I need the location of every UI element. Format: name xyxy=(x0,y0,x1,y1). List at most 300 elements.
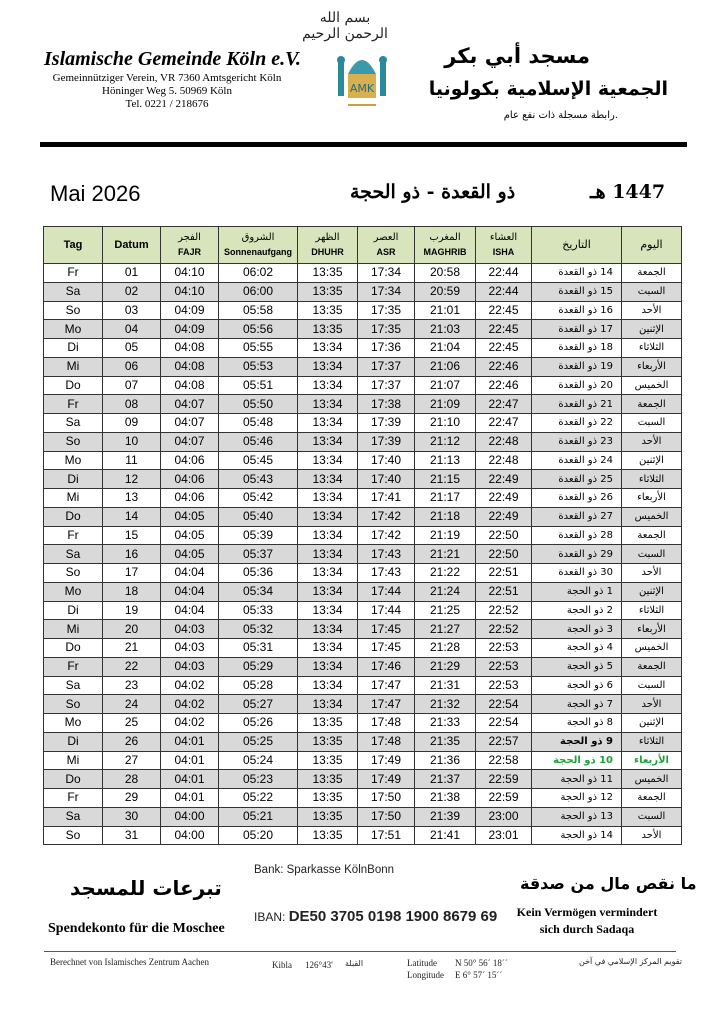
cell-asr: 17:38 xyxy=(358,395,415,414)
cell-maghrib: 21:32 xyxy=(415,695,476,714)
cell-sunrise: 05:56 xyxy=(219,320,298,339)
cell-tag: Sa xyxy=(44,676,103,695)
cell-hijri-date: 7 ذو الحجة xyxy=(532,695,622,714)
cell-weekday-ar: الأربعاء xyxy=(622,751,682,770)
cell-tag: Sa xyxy=(44,282,103,301)
cell-datum: 07 xyxy=(103,376,161,395)
cell-dhuhr: 13:34 xyxy=(298,470,358,489)
cell-weekday-ar: الأربعاء xyxy=(622,620,682,639)
cell-dhuhr: 13:34 xyxy=(298,601,358,620)
cell-datum: 02 xyxy=(103,282,161,301)
cell-tag: Do xyxy=(44,507,103,526)
cell-datum: 16 xyxy=(103,545,161,564)
cell-isha: 22:47 xyxy=(476,414,532,433)
cell-weekday-ar: الأحد xyxy=(622,301,682,320)
table-row xyxy=(44,414,682,433)
cell-dhuhr: 13:35 xyxy=(298,282,358,301)
table-row xyxy=(44,657,682,676)
cell-fajr: 04:04 xyxy=(161,564,219,583)
column-header-dhuhr xyxy=(298,227,358,264)
cell-maghrib: 21:12 xyxy=(415,432,476,451)
table-row xyxy=(44,432,682,451)
cell-weekday-ar: السبت xyxy=(622,414,682,433)
cell-sunrise: 05:42 xyxy=(219,489,298,508)
cell-hijri-date: 4 ذو الحجة xyxy=(532,639,622,658)
column-header-ar: المغرب xyxy=(429,232,461,243)
cell-fajr: 04:07 xyxy=(161,432,219,451)
cell-isha: 22:46 xyxy=(476,376,532,395)
cell-sunrise: 05:31 xyxy=(219,639,298,658)
cell-sunrise: 05:58 xyxy=(219,301,298,320)
cell-asr: 17:47 xyxy=(358,695,415,714)
kibla-value: 126°43' xyxy=(305,960,333,970)
cell-tag: So xyxy=(44,432,103,451)
header-divider xyxy=(40,142,687,147)
cell-maghrib: 21:24 xyxy=(415,582,476,601)
table-row xyxy=(44,264,682,283)
cell-asr: 17:50 xyxy=(358,807,415,826)
cell-tag: Mi xyxy=(44,489,103,508)
cell-fajr: 04:06 xyxy=(161,451,219,470)
cell-weekday-ar: الأحد xyxy=(622,564,682,583)
cell-weekday-ar: الجمعة xyxy=(622,526,682,545)
table-row xyxy=(44,732,682,751)
cell-tag: Di xyxy=(44,601,103,620)
cell-sunrise: 05:43 xyxy=(219,470,298,489)
column-header-de: Tag xyxy=(63,239,83,251)
cell-tag: Fr xyxy=(44,264,103,283)
cell-fajr: 04:03 xyxy=(161,657,219,676)
cell-asr: 17:40 xyxy=(358,451,415,470)
cell-tag: Mo xyxy=(44,582,103,601)
cell-dhuhr: 13:35 xyxy=(298,751,358,770)
cell-maghrib: 21:18 xyxy=(415,507,476,526)
cell-isha: 22:52 xyxy=(476,601,532,620)
table-row xyxy=(44,770,682,789)
column-header-sunrise xyxy=(219,227,298,264)
cell-dhuhr: 13:35 xyxy=(298,732,358,751)
cell-tag: Mi xyxy=(44,620,103,639)
cell-maghrib: 21:29 xyxy=(415,657,476,676)
cell-fajr: 04:07 xyxy=(161,395,219,414)
cell-asr: 17:35 xyxy=(358,301,415,320)
cell-maghrib: 21:19 xyxy=(415,526,476,545)
cell-weekday-ar: الجمعة xyxy=(622,395,682,414)
cell-tag: Sa xyxy=(44,807,103,826)
table-row xyxy=(44,582,682,601)
cell-hijri-date: 28 ذو القعدة xyxy=(532,526,622,545)
cell-weekday-ar: الإثنين xyxy=(622,714,682,733)
cell-sunrise: 05:24 xyxy=(219,751,298,770)
cell-fajr: 04:01 xyxy=(161,789,219,808)
org-name-de: Islamische Gemeinde Köln e.V. xyxy=(44,48,301,70)
table-row xyxy=(44,714,682,733)
cell-maghrib: 21:41 xyxy=(415,826,476,845)
cell-tag: Do xyxy=(44,376,103,395)
cell-isha: 22:45 xyxy=(476,301,532,320)
cell-sunrise: 05:34 xyxy=(219,582,298,601)
cell-weekday-ar: الخميس xyxy=(622,770,682,789)
cell-sunrise: 05:25 xyxy=(219,732,298,751)
cell-dhuhr: 13:34 xyxy=(298,432,358,451)
cell-hijri-date: 29 ذو القعدة xyxy=(532,545,622,564)
cell-isha: 22:54 xyxy=(476,714,532,733)
table-row xyxy=(44,564,682,583)
cell-weekday-ar: الخميس xyxy=(622,376,682,395)
cell-sunrise: 05:55 xyxy=(219,339,298,358)
cell-isha: 22:46 xyxy=(476,357,532,376)
cell-maghrib: 20:59 xyxy=(415,282,476,301)
cell-weekday-ar: الأحد xyxy=(622,826,682,845)
cell-tag: So xyxy=(44,301,103,320)
table-row xyxy=(44,489,682,508)
cell-tag: Mo xyxy=(44,714,103,733)
cell-asr: 17:34 xyxy=(358,282,415,301)
cell-weekday-ar: السبت xyxy=(622,676,682,695)
cell-datum: 08 xyxy=(103,395,161,414)
cell-maghrib: 21:06 xyxy=(415,357,476,376)
cell-datum: 24 xyxy=(103,695,161,714)
cell-fajr: 04:08 xyxy=(161,376,219,395)
cell-maghrib: 21:03 xyxy=(415,320,476,339)
cell-datum: 14 xyxy=(103,507,161,526)
cell-maghrib: 21:13 xyxy=(415,451,476,470)
cell-isha: 22:54 xyxy=(476,695,532,714)
cell-isha: 22:53 xyxy=(476,657,532,676)
cell-sunrise: 05:22 xyxy=(219,789,298,808)
cell-dhuhr: 13:34 xyxy=(298,639,358,658)
cell-datum: 31 xyxy=(103,826,161,845)
cell-tag: Di xyxy=(44,732,103,751)
cell-datum: 03 xyxy=(103,301,161,320)
cell-datum: 15 xyxy=(103,526,161,545)
donation-title-ar: تبرعات للمسجد xyxy=(70,876,222,900)
cell-asr: 17:39 xyxy=(358,414,415,433)
org-address: Höninger Weg 5. 50969 Köln xyxy=(102,85,232,97)
table-row xyxy=(44,695,682,714)
cell-isha: 22:51 xyxy=(476,582,532,601)
cell-maghrib: 21:04 xyxy=(415,339,476,358)
table-row xyxy=(44,826,682,845)
cell-sunrise: 05:29 xyxy=(219,657,298,676)
cell-isha: 23:00 xyxy=(476,807,532,826)
cell-isha: 22:53 xyxy=(476,639,532,658)
cell-maghrib: 21:17 xyxy=(415,489,476,508)
cell-dhuhr: 13:34 xyxy=(298,695,358,714)
cell-dhuhr: 13:35 xyxy=(298,264,358,283)
cell-asr: 17:48 xyxy=(358,732,415,751)
cell-fajr: 04:00 xyxy=(161,826,219,845)
cell-asr: 17:36 xyxy=(358,339,415,358)
cell-sunrise: 05:37 xyxy=(219,545,298,564)
cell-datum: 26 xyxy=(103,732,161,751)
cell-datum: 27 xyxy=(103,751,161,770)
cell-maghrib: 21:31 xyxy=(415,676,476,695)
cell-sunrise: 05:40 xyxy=(219,507,298,526)
cell-fajr: 04:09 xyxy=(161,301,219,320)
cell-fajr: 04:04 xyxy=(161,601,219,620)
cell-isha: 23:01 xyxy=(476,826,532,845)
cell-dhuhr: 13:35 xyxy=(298,789,358,808)
cell-fajr: 04:08 xyxy=(161,357,219,376)
cell-tag: So xyxy=(44,826,103,845)
table-row xyxy=(44,451,682,470)
table-row xyxy=(44,470,682,489)
longitude-label: Longitude xyxy=(407,970,444,980)
cell-asr: 17:42 xyxy=(358,507,415,526)
cell-datum: 13 xyxy=(103,489,161,508)
cell-isha: 22:47 xyxy=(476,395,532,414)
cell-fajr: 04:03 xyxy=(161,639,219,658)
cell-hijri-date: 25 ذو القعدة xyxy=(532,470,622,489)
cell-hijri-date: 19 ذو القعدة xyxy=(532,357,622,376)
cell-datum: 22 xyxy=(103,657,161,676)
cell-asr: 17:34 xyxy=(358,264,415,283)
cell-hijri-date: 14 ذو القعدة xyxy=(532,264,622,283)
kibla-label-ar: القبلة xyxy=(345,959,364,968)
iban xyxy=(254,908,497,925)
cell-datum: 25 xyxy=(103,714,161,733)
cell-sunrise: 05:32 xyxy=(219,620,298,639)
logo-text: AMK xyxy=(349,82,375,95)
cell-fajr: 04:04 xyxy=(161,582,219,601)
column-header-datum xyxy=(103,227,161,264)
cell-isha: 22:50 xyxy=(476,545,532,564)
cell-tag: Do xyxy=(44,770,103,789)
cell-datum: 21 xyxy=(103,639,161,658)
saying-ar: ما نقص مال من صدقة xyxy=(520,874,697,893)
cell-asr: 17:44 xyxy=(358,582,415,601)
cell-fajr: 04:10 xyxy=(161,282,219,301)
cell-hijri-date: 20 ذو القعدة xyxy=(532,376,622,395)
cell-isha: 22:52 xyxy=(476,620,532,639)
calculated-by-ar: تقويم المركز الإسلامي في آخن xyxy=(578,957,682,966)
cell-hijri-date: 26 ذو القعدة xyxy=(532,489,622,508)
column-header-tag xyxy=(44,227,103,264)
cell-tag: Fr xyxy=(44,657,103,676)
cell-hijri-date: 10 ذو الحجة xyxy=(532,751,622,770)
cell-isha: 22:58 xyxy=(476,751,532,770)
cell-fajr: 04:06 xyxy=(161,489,219,508)
cell-datum: 09 xyxy=(103,414,161,433)
cell-maghrib: 21:33 xyxy=(415,714,476,733)
cell-hijri-date: 11 ذو الحجة xyxy=(532,770,622,789)
column-header-ar: العصر xyxy=(373,232,399,243)
cell-hijri-date: 14 ذو الحجة xyxy=(532,826,622,845)
column-header-de: Datum xyxy=(114,239,149,251)
cell-asr: 17:50 xyxy=(358,789,415,808)
table-row xyxy=(44,676,682,695)
cell-weekday-ar: الثلاثاء xyxy=(622,470,682,489)
cell-tag: Di xyxy=(44,339,103,358)
cell-hijri-date: 27 ذو القعدة xyxy=(532,507,622,526)
column-header-weekday-ar xyxy=(622,227,682,264)
column-header-de: ASR xyxy=(376,247,396,257)
cell-dhuhr: 13:34 xyxy=(298,376,358,395)
cell-tag: Mi xyxy=(44,751,103,770)
cell-dhuhr: 13:34 xyxy=(298,395,358,414)
cell-maghrib: 21:22 xyxy=(415,564,476,583)
cell-hijri-date: 5 ذو الحجة xyxy=(532,657,622,676)
cell-sunrise: 05:39 xyxy=(219,526,298,545)
table-row xyxy=(44,282,682,301)
cell-tag: Sa xyxy=(44,414,103,433)
cell-weekday-ar: الثلاثاء xyxy=(622,601,682,620)
table-row xyxy=(44,376,682,395)
cell-maghrib: 21:15 xyxy=(415,470,476,489)
cell-weekday-ar: الإثنين xyxy=(622,582,682,601)
cell-sunrise: 06:02 xyxy=(219,264,298,283)
latitude-label: Latitude xyxy=(407,958,437,968)
cell-dhuhr: 13:34 xyxy=(298,357,358,376)
cell-maghrib: 21:36 xyxy=(415,751,476,770)
cell-datum: 06 xyxy=(103,357,161,376)
cell-isha: 22:51 xyxy=(476,564,532,583)
cell-dhuhr: 13:34 xyxy=(298,451,358,470)
cell-fajr: 04:01 xyxy=(161,770,219,789)
cell-isha: 22:59 xyxy=(476,789,532,808)
table-row xyxy=(44,751,682,770)
cell-dhuhr: 13:34 xyxy=(298,564,358,583)
table-row xyxy=(44,395,682,414)
column-header-de: ISHA xyxy=(492,247,515,257)
cell-dhuhr: 13:35 xyxy=(298,826,358,845)
cell-tag: Di xyxy=(44,470,103,489)
cell-fajr: 04:06 xyxy=(161,470,219,489)
cell-weekday-ar: الخميس xyxy=(622,507,682,526)
table-row xyxy=(44,789,682,808)
cell-isha: 22:49 xyxy=(476,470,532,489)
org-note-ar: .رابطة مسجلة ذات نفع عام xyxy=(503,110,618,121)
cell-dhuhr: 13:35 xyxy=(298,714,358,733)
cell-asr: 17:44 xyxy=(358,601,415,620)
cell-isha: 22:44 xyxy=(476,282,532,301)
cell-fajr: 04:02 xyxy=(161,695,219,714)
cell-tag: So xyxy=(44,564,103,583)
table-row xyxy=(44,545,682,564)
cell-hijri-date: 13 ذو الحجة xyxy=(532,807,622,826)
cell-fajr: 04:05 xyxy=(161,545,219,564)
cell-weekday-ar: الأربعاء xyxy=(622,489,682,508)
cell-sunrise: 05:36 xyxy=(219,564,298,583)
kibla-label: Kibla xyxy=(272,960,292,970)
cell-isha: 22:44 xyxy=(476,264,532,283)
cell-datum: 23 xyxy=(103,676,161,695)
cell-asr: 17:47 xyxy=(358,676,415,695)
cell-datum: 11 xyxy=(103,451,161,470)
cell-weekday-ar: الجمعة xyxy=(622,789,682,808)
cell-dhuhr: 13:34 xyxy=(298,414,358,433)
cell-dhuhr: 13:34 xyxy=(298,620,358,639)
cell-fajr: 04:02 xyxy=(161,714,219,733)
cell-fajr: 04:09 xyxy=(161,320,219,339)
cell-maghrib: 21:10 xyxy=(415,414,476,433)
column-header-isha xyxy=(476,227,532,264)
cell-tag: Mo xyxy=(44,320,103,339)
column-header-ar: الشروق xyxy=(241,232,275,243)
cell-weekday-ar: الثلاثاء xyxy=(622,339,682,358)
cell-datum: 20 xyxy=(103,620,161,639)
cell-fajr: 04:01 xyxy=(161,751,219,770)
cell-fajr: 04:07 xyxy=(161,414,219,433)
cell-sunrise: 05:46 xyxy=(219,432,298,451)
cell-fajr: 04:05 xyxy=(161,526,219,545)
cell-asr: 17:43 xyxy=(358,545,415,564)
cell-hijri-date: 16 ذو القعدة xyxy=(532,301,622,320)
cell-tag: Mi xyxy=(44,357,103,376)
cell-maghrib: 21:39 xyxy=(415,807,476,826)
cell-sunrise: 05:53 xyxy=(219,357,298,376)
cell-weekday-ar: السبت xyxy=(622,282,682,301)
table-row xyxy=(44,620,682,639)
cell-datum: 19 xyxy=(103,601,161,620)
prayer-times-table xyxy=(43,226,682,845)
cell-tag: So xyxy=(44,695,103,714)
cell-hijri-date: 21 ذو القعدة xyxy=(532,395,622,414)
cell-sunrise: 05:23 xyxy=(219,770,298,789)
cell-isha: 22:49 xyxy=(476,489,532,508)
cell-isha: 22:57 xyxy=(476,732,532,751)
cell-hijri-date: 18 ذو القعدة xyxy=(532,339,622,358)
cell-asr: 17:45 xyxy=(358,639,415,658)
table-row xyxy=(44,357,682,376)
cell-isha: 22:49 xyxy=(476,507,532,526)
cell-asr: 17:51 xyxy=(358,826,415,845)
cell-dhuhr: 13:35 xyxy=(298,807,358,826)
cell-fajr: 04:05 xyxy=(161,507,219,526)
cell-sunrise: 05:20 xyxy=(219,826,298,845)
cell-isha: 22:48 xyxy=(476,451,532,470)
bismillah-calligraphy: بسم الله الرحمن الرحيم xyxy=(302,10,388,42)
cell-datum: 18 xyxy=(103,582,161,601)
cell-asr: 17:48 xyxy=(358,714,415,733)
cell-asr: 17:49 xyxy=(358,770,415,789)
cell-tag: Fr xyxy=(44,526,103,545)
cell-datum: 17 xyxy=(103,564,161,583)
cell-maghrib: 21:01 xyxy=(415,301,476,320)
cell-dhuhr: 13:34 xyxy=(298,676,358,695)
table-header-row xyxy=(44,227,682,264)
cell-isha: 22:48 xyxy=(476,432,532,451)
table-row xyxy=(44,601,682,620)
cell-dhuhr: 13:34 xyxy=(298,489,358,508)
cell-maghrib: 21:37 xyxy=(415,770,476,789)
cell-asr: 17:37 xyxy=(358,357,415,376)
bank-name: Bank: Sparkasse KölnBonn xyxy=(254,864,395,876)
org-line: Gemeinnütziger Verein, VR 7360 Amtsgericht Köln xyxy=(52,72,282,84)
cell-datum: 10 xyxy=(103,432,161,451)
column-header-asr xyxy=(358,227,415,264)
cell-datum: 28 xyxy=(103,770,161,789)
column-header-de: FAJR xyxy=(177,247,201,257)
cell-sunrise: 05:28 xyxy=(219,676,298,695)
cell-isha: 22:45 xyxy=(476,339,532,358)
cell-dhuhr: 13:34 xyxy=(298,545,358,564)
cell-maghrib: 21:09 xyxy=(415,395,476,414)
hijri-year: 1447 هـ xyxy=(590,181,666,203)
table-row xyxy=(44,301,682,320)
footer-divider xyxy=(44,951,676,952)
cell-dhuhr: 13:35 xyxy=(298,320,358,339)
cell-isha: 22:45 xyxy=(476,320,532,339)
cell-dhuhr: 13:34 xyxy=(298,507,358,526)
cell-tag: Fr xyxy=(44,789,103,808)
cell-hijri-date: 24 ذو القعدة xyxy=(532,451,622,470)
cell-asr: 17:35 xyxy=(358,320,415,339)
cell-tag: Sa xyxy=(44,545,103,564)
cell-asr: 17:40 xyxy=(358,470,415,489)
cell-fajr: 04:03 xyxy=(161,620,219,639)
